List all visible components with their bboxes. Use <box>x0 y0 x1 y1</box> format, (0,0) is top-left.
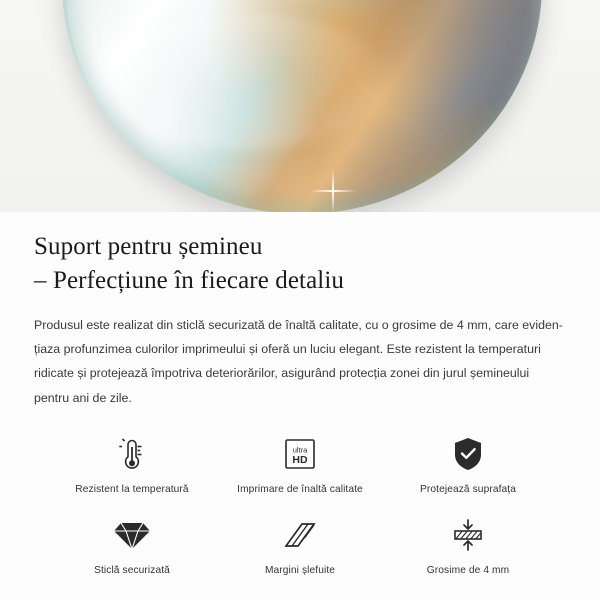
shield-check-icon <box>450 432 486 476</box>
feature-item-tempered-glass <box>48 513 216 576</box>
feature-label: Imprimare de înaltă calitate <box>237 483 363 495</box>
feature-label: Protejează suprafața <box>419 483 516 495</box>
feature-item-print-quality <box>216 432 384 495</box>
content-block <box>0 212 600 576</box>
feature-label: Sticlă securizată <box>94 564 170 576</box>
thickness-4mm-icon <box>448 513 488 557</box>
feature-label: Rezistent la temperatură <box>75 483 189 495</box>
feature-item-temperature <box>48 432 216 495</box>
polished-edges-icon <box>280 513 320 557</box>
hero-image <box>0 0 600 212</box>
feature-label: Grosime de 4 mm <box>426 564 510 576</box>
feature-label: Margini șlefuite <box>264 564 336 576</box>
svg-text:ultra: ultra <box>292 445 308 455</box>
headline-line-2: – Perfecțiune în fiecare detaliu <box>34 266 344 294</box>
diamond-icon <box>112 513 152 557</box>
headline-line-1: Suport pentru șemineu <box>34 233 263 260</box>
description-paragraph: Produsul este realizat din sticlă securizată de înaltă calitate, cu o grosime de 4 mm, care eviden-țiaza profunzimea culorilor imprimeului și oferă un luciu elegant. Este rezistent la temperaturi ridicate și protejează împotriva deteriorărilor, asigurând protecția zonei din jurul șemineului pentru ani de zile. <box>34 318 563 405</box>
svg-text:HD: HD <box>292 453 308 466</box>
feature-item-thickness <box>384 513 552 576</box>
feature-item-surface-protection <box>384 432 552 495</box>
feature-item-polished-edges <box>216 513 384 576</box>
ultra-hd-icon <box>281 432 319 476</box>
thermometer-icon <box>115 432 149 476</box>
feature-grid <box>34 432 566 576</box>
page-title <box>34 230 566 297</box>
